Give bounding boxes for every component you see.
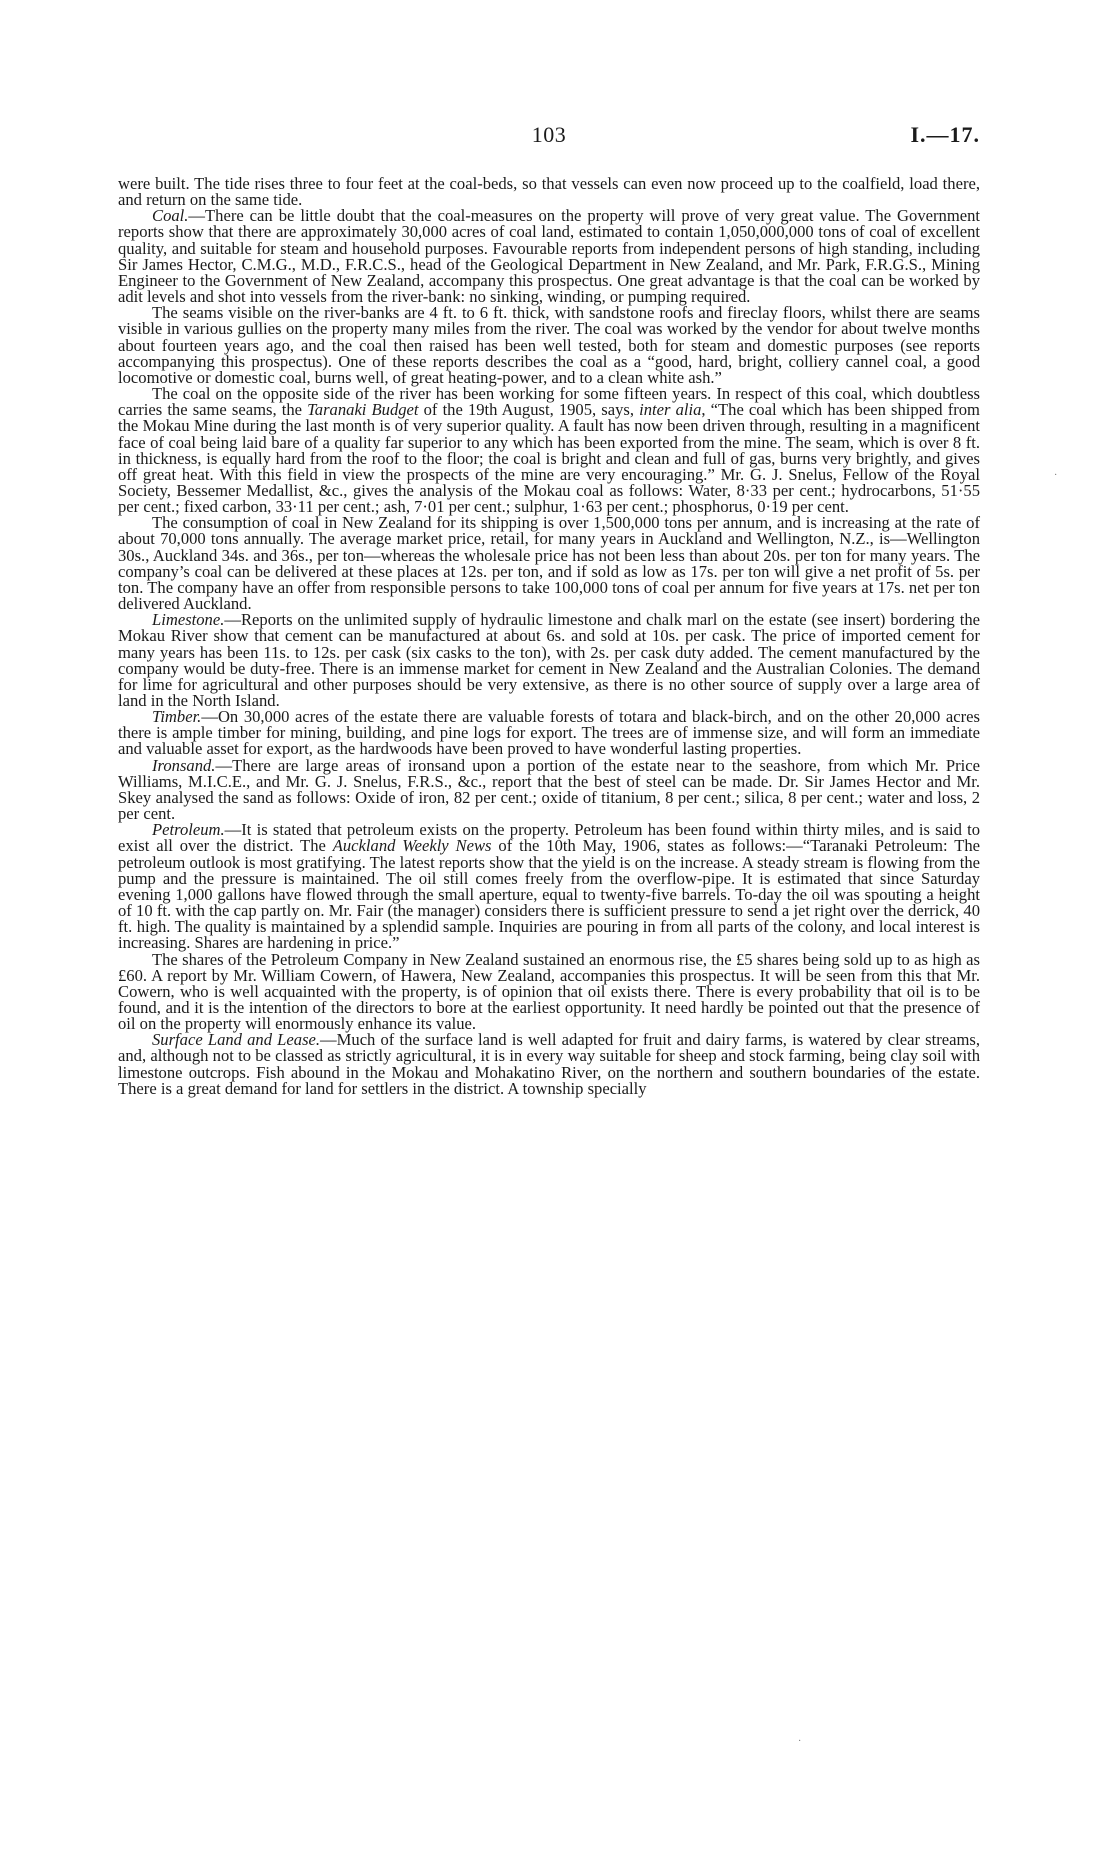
text-run: —Reports on the unlimited supply of hydraulic limestone and chalk marl on the estate (see insert) bordering the Mokau River show that cement can be manufactured at about 6s. and sold at 10s. per cask. The price of imported cement for many years has been 11s. to 12s. per cask (six casks to the ton), with 2s. per cask duty added. The cement manufactured by the company would be duty-free. There is an immense market for cement in New Zealand and the Australian Colonies. The demand for lime for agricultural and other purposes should be very extensive, as there is no other source of supply over a large area of land in the North Island.	[118, 610, 980, 710]
text-run: The consumption of coal in New Zealand for its shipping is over 1,500,000 tons per annum, and is increasing at the rate of about 70,000 tons annually. The average market price, retail, for many years in Auckland and Wellington, N.Z., is—Wellington 30s., Auckland 34s. and 36s., per ton—whereas the wholesale price has not been less than about 20s. per ton for many years. The company’s coal can be delivered at these places at 12s. per ton, and if sold as low as 17s. per ton will give a net profit of 5s. per ton. The company have an offer from responsible persons to take 100,000 tons of coal per annum for five years at 17s. net per ton delivered Auckland.	[118, 513, 980, 614]
paragraph	[118, 305, 980, 386]
text-run: The seams visible on the river-banks are 4 ft. to 6 ft. thick, with sandstone roofs and fireclay floors, whilst there are seams visible in various gullies on the property many miles from the river. The coal was worked by the vendor for about twelve months about fourteen years ago, and the coal then raised has been well tested, both for steam and domestic purposes (see reports accompanying this prospectus). One of these reports describes the coal as a “good, hard, bright, colliery cannel coal, a good locomotive or domestic coal, burns well, of great heating-power, and to a clean white ash.”	[118, 303, 980, 387]
page-number: 103	[531, 122, 567, 147]
scan-speck: ·	[798, 1736, 802, 1747]
italic-text-run: Taranaki Budget	[307, 400, 419, 420]
paragraph	[118, 1032, 980, 1097]
italic-text-run: Timber.	[152, 707, 202, 727]
text-run: —It is stated that petroleum exists on the property. Petroleum has been found within thirty miles, and is said to exist all over the district. The	[118, 820, 980, 856]
italic-text-run: Surface Land and Lease.	[152, 1030, 321, 1050]
italic-text-run: Ironsand.	[152, 755, 216, 775]
page-header	[118, 122, 980, 152]
italic-text-run: Petroleum.	[152, 820, 225, 840]
text-run: —On 30,000 acres of the estate there are valuable forests of totara and black-birch, and on the other 20,000 acres there is ample timber for mining, building, and pine logs for export. The trees are of immense size, and will form an immediate and valuable asset for export, as the hardwoods have been proved to have wonderful lasting properties.	[118, 707, 980, 759]
text-run: The shares of the Petroleum Company in New Zealand sustained an enormous rise, the £5 shares being sold up to as high as £60. A report by Mr. William Cowern, of Hawera, New Zealand, accompanies this prospectus. It will be seen from this that Mr. Cowern, who is well acquainted with the property, is of opinion that oil exists there. There is every probability that oil is to be found, and it is the intention of the directors to bore at the earliest opportunity. It need hardly be pointed out that the presence of oil on the property will enormously enhance its value.	[118, 949, 980, 1034]
text-run: —There can be little doubt that the coal-measures on the property will prove of very great value. The Government reports show that there are approximately 30,000 acres of coal land, estimated to contain 1,050,000,000 tons of coal of excellent quality, and suitable for steam and household purposes. Favourable reports from independent persons of high standing, including Sir James Hector, C.M.G., M.D., F.R.C.S., head of the Geological Department in New Zealand, and Mr. Park, F.R.G.S., Mining Engineer to the Government of New Zealand, accompany this prospectus. One great advantage is that the coal can be worked by adit levels and shot into vessels from the river-bank: no sinking, winding, or pumping required.	[118, 206, 980, 307]
italic-text-run: Auckland Weekly News	[332, 836, 492, 856]
text-run: The coal on the opposite side of the river has been working for some fifteen years. In respect of this coal, which doubtless carries the same seams, the	[118, 384, 980, 420]
paragraph	[118, 822, 980, 951]
paragraph	[118, 612, 980, 709]
paragraph	[118, 949, 980, 1034]
text-run: —There are large areas of ironsand upon a portion of the estate near to the seashore, from which Mr. Price Williams, M.I.C.E., and Mr. G. J. Snelus, F.R.S., &c., report that the best of steel can be made. Dr. Sir James Hector and Mr. Skey analysed the sand as follows: Oxide of iron, 82 per cent.; oxide of titanium, 8 per cent.; silica, 8 per cent.; water and loss, 2 per cent.	[118, 755, 980, 824]
paragraph	[118, 709, 980, 757]
paragraph	[118, 755, 980, 824]
text-run: of the 10th May, 1906, states as follows:—“Taranaki Petroleum: The petroleum outlook is most gratifying. The latest reports show that the yield is on the increase. A steady stream is flowing from the pump and the pressure is maintained. The oil still comes freely from the overflow-pipe. It is estimated that since Saturday evening 1,000 gallons have flowed through the small aperture, equal to twenty-five barrels. To-day the oil was spouting a height of 10 ft. with the cap partly on. Mr. Fair (the manager) considers there is sufficient pressure to send a jet right over the derrick, 40 ft. high. The quality is maintained by a splendid sample. Inquiries are pouring in from all parts of the colony, and local interest is increasing. Shares are hardening in price.”	[118, 836, 980, 953]
document-reference: I.—17.	[910, 122, 980, 147]
text-run: , “The coal which has been shipped from the Mokau Mine during the last month is of very superior quality. A fault has now been driven through, resulting in a magnificent face of coal being laid bare of a quality far superior to any which has been exported from the mine. The seam, which is over 8 ft. in thickness, is equally hard from the roof to the floor; the coal is bright and clean and full of gas, burns very brightly, and gives off great heat. With this field in view the prospects of the mine are very encouraging.” Mr. G. J. Snelus, Fellow of the Royal Society, Bessemer Medallist, &c., gives the analysis of the Mokau coal as follows: Water, 8·33 per cent.; hydrocarbons, 51·55 per cent.; fixed carbon, 33·11 per cent.; ash, 7·01 per cent.; sulphur, 1·63 per cent.; phosphorus, 0·19 per cent.	[118, 400, 980, 517]
text-run: of the 19th August, 1905, says,	[418, 400, 640, 420]
italic-text-run: Coal.	[152, 206, 189, 226]
paragraph	[118, 208, 980, 305]
paragraph	[118, 386, 980, 515]
scan-speck: ·	[1054, 470, 1058, 481]
paragraph	[118, 515, 980, 612]
paragraph	[118, 176, 980, 208]
text-run: —Much of the surface land is well adapted for fruit and dairy farms, is watered by clear streams, and, although not to be classed as strictly agricultural, it is in every way suitable for sheep and stock farming, being clay soil with limestone outcrops. Fish abound in the Mokau and Mohakatino River, on the northern and southern boundaries of the estate. There is a great demand for land for settlers in the district. A township specially	[118, 1030, 980, 1098]
text-run: were built. The tide rises three to four feet at the coal-beds, so that vessels can even now proceed up to the coalfield, load there, and return on the same tide.	[118, 174, 980, 210]
italic-text-run: Limestone.	[152, 610, 225, 630]
body-text	[118, 176, 980, 1097]
italic-text-run: inter alia	[639, 400, 702, 420]
